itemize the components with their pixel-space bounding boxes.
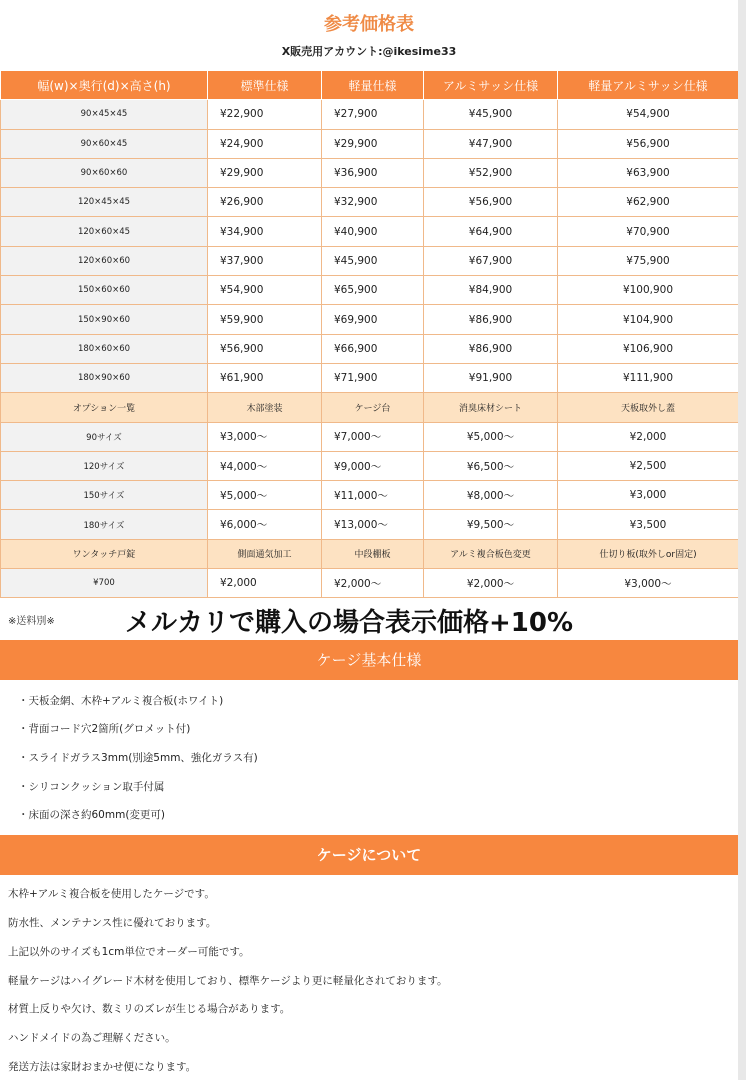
table-cell: 120サイズ — [1, 451, 208, 480]
table-cell: ¥26,900 — [208, 188, 322, 217]
table-cell: ¥71,900 — [322, 363, 424, 392]
table-cell: ¥5,000〜 — [424, 422, 558, 451]
table-cell: 90×60×45 — [1, 129, 208, 158]
table-row — [1, 129, 739, 158]
table-cell: 軽量仕様 — [322, 71, 424, 100]
table-row — [1, 363, 739, 392]
table-row — [1, 451, 739, 480]
page-title: 参考価格表 — [324, 14, 414, 35]
table-cell: オプション一覧 — [1, 393, 208, 422]
table-cell: ¥2,000〜 — [424, 569, 558, 598]
table-row — [1, 422, 739, 451]
table-cell: 180×60×60 — [1, 334, 208, 363]
about-line: 木枠+アルミ複合板を使用したケージです。 — [8, 888, 215, 900]
table-cell: ¥2,000 — [558, 422, 739, 451]
table-row — [1, 246, 739, 275]
table-row — [1, 158, 739, 187]
table-cell: 中段棚板 — [322, 539, 424, 568]
table-cell: ¥61,900 — [208, 363, 322, 392]
page-edge — [738, 0, 746, 1080]
about-line: 軽量ケージはハイグレード木材を使用しており、標準ケージより更に軽量化されております。 — [8, 975, 448, 987]
table-cell: ¥59,900 — [208, 305, 322, 334]
table-cell: ¥75,900 — [558, 246, 739, 275]
table-cell: 90×45×45 — [1, 100, 208, 129]
table-cell: ¥47,900 — [424, 129, 558, 158]
table-cell: 120×60×45 — [1, 217, 208, 246]
table-cell: ¥13,000〜 — [322, 510, 424, 539]
spec-item: ・天板金網、木枠+アルミ複合板(ホワイト) — [18, 695, 224, 707]
table-cell: ¥32,900 — [322, 188, 424, 217]
about-line: 材質上反りや欠け、数ミリのズレが生じる場合があります。 — [8, 1003, 291, 1015]
table-row — [1, 510, 739, 539]
table-cell: ¥6,000〜 — [208, 510, 322, 539]
table-cell: 150×60×60 — [1, 276, 208, 305]
mercari-note: メルカリで購入の場合表示価格+10% — [125, 608, 574, 638]
table-cell: ¥52,900 — [424, 158, 558, 187]
table-cell: ¥29,900 — [322, 129, 424, 158]
table-cell: ¥11,000〜 — [322, 481, 424, 510]
table-row — [1, 334, 739, 363]
table-cell: ¥5,000〜 — [208, 481, 322, 510]
table-cell: アルミサッシ仕様 — [424, 71, 558, 100]
table-cell: ¥63,900 — [558, 158, 739, 187]
table-cell: ¥29,900 — [208, 158, 322, 187]
table-cell: 120×45×45 — [1, 188, 208, 217]
table-cell: ¥8,000〜 — [424, 481, 558, 510]
table-cell: ¥100,900 — [558, 276, 739, 305]
table-cell: ¥54,900 — [208, 276, 322, 305]
table-cell: ¥9,000〜 — [322, 451, 424, 480]
account-label: X販売用アカウント:@ikesime33 — [281, 45, 457, 58]
table-cell: 仕切り板(取外しor固定) — [558, 539, 739, 568]
about-line: 発送方法は家財おまかせ便になります。 — [8, 1061, 197, 1073]
table-cell: 180サイズ — [1, 510, 208, 539]
about-line: 上記以外のサイズも1cm単位でオーダー可能です。 — [8, 946, 250, 958]
table-cell: ¥66,900 — [322, 334, 424, 363]
table-cell: ¥104,900 — [558, 305, 739, 334]
table-cell: ¥40,900 — [322, 217, 424, 246]
table-cell: 幅(w)×奥行(d)×高さ(h) — [1, 71, 208, 100]
spec-item: ・床面の深さ約60mm(変更可) — [18, 809, 166, 821]
table-cell: 天板取外し蓋 — [558, 393, 739, 422]
table-cell: ¥6,500〜 — [424, 451, 558, 480]
table-cell: ¥2,000〜 — [322, 569, 424, 598]
table-row — [1, 188, 739, 217]
table-row — [1, 100, 739, 129]
table-row — [1, 276, 739, 305]
table-cell: ¥106,900 — [558, 334, 739, 363]
table-cell: 90サイズ — [1, 422, 208, 451]
table-cell: ¥7,000〜 — [322, 422, 424, 451]
table-cell: ¥3,000〜 — [208, 422, 322, 451]
table-cell: ¥54,900 — [558, 100, 739, 129]
table-cell: ¥86,900 — [424, 334, 558, 363]
price-table — [0, 70, 739, 598]
table-cell: ¥84,900 — [424, 276, 558, 305]
table-cell: ¥56,900 — [558, 129, 739, 158]
table-cell: ¥70,900 — [558, 217, 739, 246]
table-cell: ¥56,900 — [424, 188, 558, 217]
table-cell: ¥56,900 — [208, 334, 322, 363]
table-cell: ¥700 — [1, 569, 208, 598]
table-row — [1, 305, 739, 334]
table-cell: 木部塗装 — [208, 393, 322, 422]
table-cell: 消臭床材シート — [424, 393, 558, 422]
table-cell: ¥9,500〜 — [424, 510, 558, 539]
spec-section-header: ケージ基本仕様 — [0, 640, 738, 680]
options-header-row — [1, 393, 739, 422]
table-cell: ¥36,900 — [322, 158, 424, 187]
table-cell: ワンタッチ戸錠 — [1, 539, 208, 568]
options-header-row — [1, 539, 739, 568]
table-cell: ¥3,500 — [558, 510, 739, 539]
table-cell: ¥67,900 — [424, 246, 558, 275]
table-cell: ¥91,900 — [424, 363, 558, 392]
table-row — [1, 217, 739, 246]
table-cell: ¥22,900 — [208, 100, 322, 129]
table-cell: ¥27,900 — [322, 100, 424, 129]
table-cell: ¥69,900 — [322, 305, 424, 334]
table-cell: ¥62,900 — [558, 188, 739, 217]
table-cell: ¥64,900 — [424, 217, 558, 246]
about-line: 防水性、メンテナンス性に優れております。 — [8, 917, 217, 929]
spec-item: ・スライドガラス3mm(別途5mm、強化ガラス有) — [18, 752, 258, 764]
table-cell: 120×60×60 — [1, 246, 208, 275]
table-cell: ¥45,900 — [322, 246, 424, 275]
table-cell: ¥37,900 — [208, 246, 322, 275]
spec-item: ・背面コード穴2箇所(グロメット付) — [18, 723, 191, 735]
table-cell: 標準仕様 — [208, 71, 322, 100]
about-section-header: ケージについて — [0, 835, 738, 875]
table-cell: 軽量アルミサッシ仕様 — [558, 71, 739, 100]
table-row — [1, 569, 739, 598]
table-cell: 側面通気加工 — [208, 539, 322, 568]
shipping-note: ※送料別※ — [8, 616, 55, 627]
table-cell: ¥65,900 — [322, 276, 424, 305]
table-cell: ¥3,000〜 — [558, 569, 739, 598]
table-cell: アルミ複合板色変更 — [424, 539, 558, 568]
table-header-row — [1, 71, 739, 100]
table-cell: 180×90×60 — [1, 363, 208, 392]
table-cell: ¥2,500 — [558, 451, 739, 480]
table-cell: ¥24,900 — [208, 129, 322, 158]
table-cell: ¥86,900 — [424, 305, 558, 334]
table-cell: ¥4,000〜 — [208, 451, 322, 480]
table-cell: ¥45,900 — [424, 100, 558, 129]
table-cell: ¥111,900 — [558, 363, 739, 392]
about-line: ハンドメイドの為ご理解ください。 — [8, 1032, 176, 1044]
table-cell: 150サイズ — [1, 481, 208, 510]
table-cell: 150×90×60 — [1, 305, 208, 334]
table-cell: ¥34,900 — [208, 217, 322, 246]
table-row — [1, 481, 739, 510]
table-cell: ¥2,000 — [208, 569, 322, 598]
table-cell: 90×60×60 — [1, 158, 208, 187]
table-cell: ¥3,000 — [558, 481, 739, 510]
spec-item: ・シリコンクッション取手付属 — [18, 781, 165, 793]
table-cell: ケージ台 — [322, 393, 424, 422]
